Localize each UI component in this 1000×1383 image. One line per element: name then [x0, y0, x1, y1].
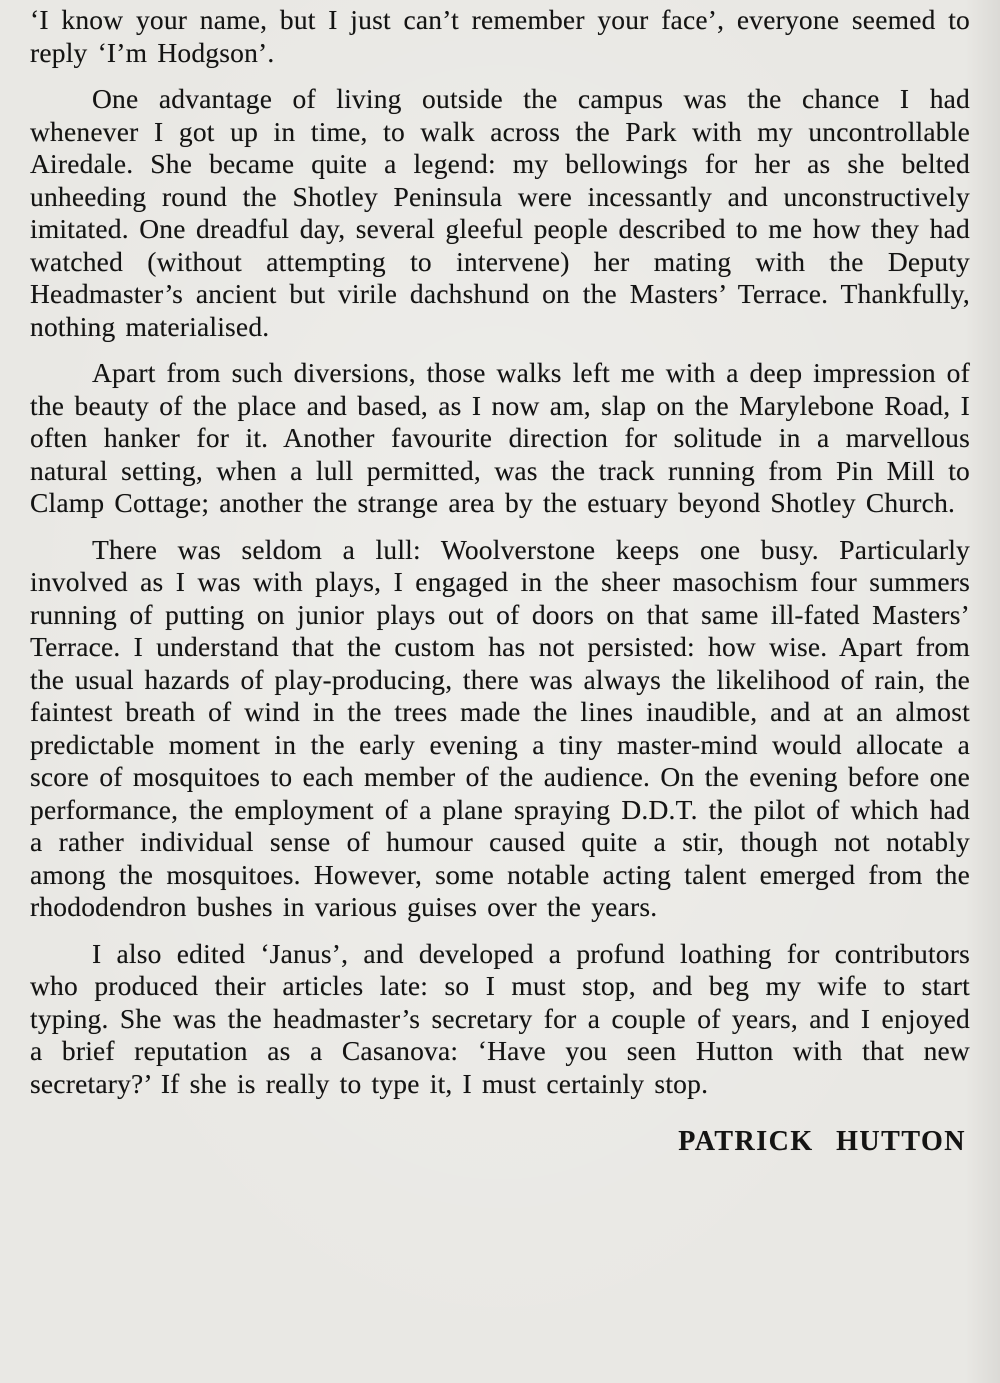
paragraph-campus-airedale: One advantage of living outside the campus was the chance I had whenever I got up in time, to walk across the Park with my uncontrollable Airedale. She became quite a legend: my bellowings for her as she belted unheeding round the Shotley Peninsula were incessantly and unconstructively imitated. One dreadful day, several gleeful people described to me how they had watched (without attempting to intervene) her mating with the Deputy Headmaster’s ancient but virile dachshund on the Masters’ Terrace. Thankfully, nothing materialised.	[30, 83, 970, 342]
paragraph-walks-beauty: Apart from such diversions, those walks left me with a deep impression of the beauty of the place and based, as I now am, slap on the Marylebone Road, I often hanker for it. Another favourite direction for solitude in a marvellous natural setting, when a lull permitted, was the track running from Pin Mill to Clamp Cottage; another the strange area by the estuary beyond Shotley Church.	[30, 357, 970, 518]
paragraph-plays-mosquitoes: There was seldom a lull: Woolverstone keeps one busy. Particularly involved as I was with plays, I engaged in the sheer masochism four summers running of putting on junior plays out of doors on that same ill-fated Masters’ Terrace. I understand that the custom has not persisted: how wise. Apart from the usual hazards of play-producing, there was always the likelihood of rain, the faintest breath of wind in the trees made the lines inaudible, and at an almost predictable moment in the early evening a tiny master-mind would allocate a score of mosquitoes to each member of the audience. On the evening before one performance, the employment of a plane spraying D.D.T. the pilot of which had a rather individual sense of humour caused quite a stir, though not notably among the mosquitoes. However, some notable acting talent emerged from the rhododendron bushes in various guises over the years.	[30, 533, 970, 922]
paragraph-janus-secretary: I also edited ‘Janus’, and developed a profund loathing for contributors who produced their articles late: so I must stop, and beg my wife to start typing. She was the headmaster’s secretary for a couple of years, and I enjoyed a brief reputation as a Casanova: ‘Have you seen Hutton with that new secretary?’ If she is really to type it, I must certainly stop.	[30, 937, 970, 1099]
paragraph-continuation: ‘I know your name, but I just can’t remember your face’, everyone seemed to reply ‘I’m Hodgson’.	[30, 4, 970, 68]
author-signature: PATRICK HUTTON	[678, 1126, 966, 1157]
